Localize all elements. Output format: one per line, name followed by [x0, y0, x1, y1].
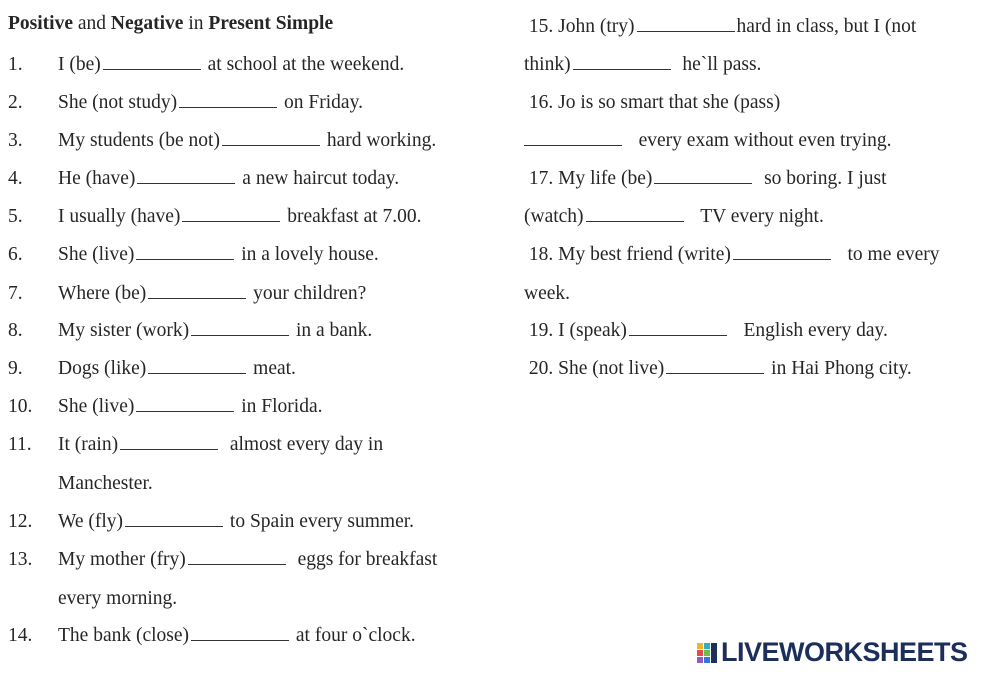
answer-blank[interactable] — [188, 546, 286, 565]
answer-blank[interactable] — [666, 355, 764, 374]
answer-blank[interactable] — [136, 241, 234, 260]
answer-blank[interactable] — [137, 165, 235, 184]
exercise-item: 17. My life (be) so boring. I just — [524, 165, 887, 193]
exercise-item-continuation: every morning. — [58, 588, 178, 609]
exercise-item: 20. She (not live) in Hai Phong city. — [524, 355, 912, 383]
exercise-item: 13. My mother (fry) eggs for breakfast — [0, 546, 500, 574]
answer-blank[interactable] — [654, 165, 752, 184]
answer-blank[interactable] — [586, 203, 684, 222]
answer-blank[interactable] — [222, 127, 320, 146]
answer-blank[interactable] — [103, 51, 201, 70]
exercise-item: 1. I (be) at school at the weekend. — [0, 51, 500, 79]
answer-blank[interactable] — [524, 127, 622, 146]
answer-blank[interactable] — [637, 13, 735, 32]
liveworksheets-logo-icon — [697, 639, 719, 665]
exercise-item: 3. My students (be not) hard working. — [0, 127, 500, 155]
answer-blank[interactable] — [733, 241, 831, 260]
exercise-item: 5. I usually (have) breakfast at 7.00. — [0, 203, 500, 231]
answer-blank[interactable] — [125, 508, 223, 527]
exercise-item: 14. The bank (close) at four o`clock. — [0, 622, 500, 650]
exercise-item: 18. My best friend (write) to me every — [524, 241, 940, 269]
exercise-item: 16. Jo is so smart that she (pass) — [528, 92, 781, 113]
answer-blank[interactable] — [191, 317, 289, 336]
answer-blank[interactable] — [148, 280, 246, 299]
answer-blank[interactable] — [120, 431, 218, 450]
exercise-item-continuation: Manchester. — [58, 473, 153, 494]
worksheet-title: Positive and Negative in Present Simple — [8, 13, 334, 34]
exercise-item: 19. I (speak) English every day. — [524, 317, 888, 345]
exercise-item: 9. Dogs (like) meat. — [0, 355, 500, 383]
exercise-item: 10. She (live) in Florida. — [0, 393, 500, 421]
exercise-item: 11. It (rain) almost every day in — [0, 431, 500, 459]
answer-blank[interactable] — [191, 622, 289, 641]
exercise-item-continuation: week. — [524, 283, 571, 304]
answer-blank[interactable] — [629, 317, 727, 336]
answer-blank[interactable] — [573, 51, 671, 70]
exercise-item-continuation: every exam without even trying. — [524, 127, 892, 155]
exercise-item: 6. She (live) in a lovely house. — [0, 241, 500, 269]
liveworksheets-logo — [697, 637, 968, 667]
exercise-item: 7. Where (be) your children? — [0, 280, 500, 308]
answer-blank[interactable] — [182, 203, 280, 222]
exercise-item-continuation: think) he`ll pass. — [524, 51, 761, 79]
exercise-item: 15. John (try) hard in class, but I (not — [524, 13, 916, 41]
exercise-item: 12. We (fly) to Spain every summer. — [0, 508, 500, 536]
exercise-item: 4. He (have) a new haircut today. — [0, 165, 500, 193]
exercise-item-continuation: (watch) TV every night. — [524, 203, 824, 231]
answer-blank[interactable] — [136, 393, 234, 412]
answer-blank[interactable] — [148, 355, 246, 374]
exercise-item: 8. My sister (work) in a bank. — [0, 317, 500, 345]
exercise-item: 2. She (not study) on Friday. — [0, 89, 500, 117]
liveworksheets-logo-text: LIVEWORKSHEETS — [721, 637, 968, 667]
answer-blank[interactable] — [179, 89, 277, 108]
